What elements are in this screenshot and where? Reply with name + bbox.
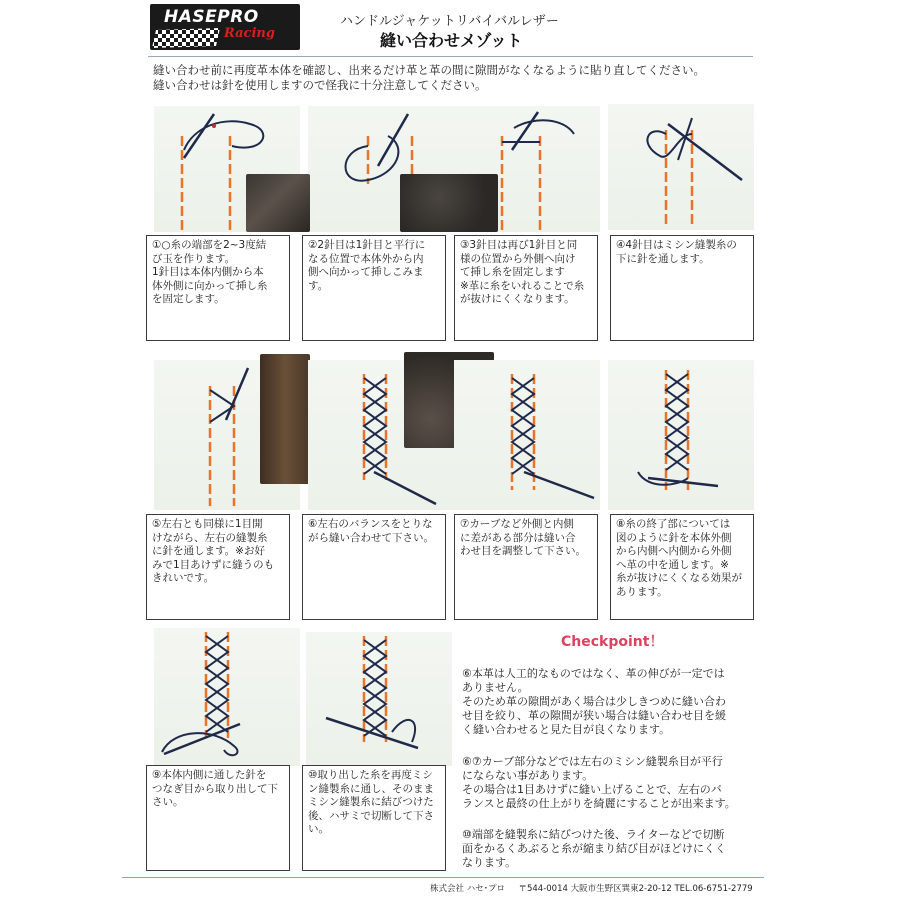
step-7-description <box>454 514 598 620</box>
checkpoint-line: ⑩端部を縫製糸に結びつけた後、ライターなどで切断 <box>462 828 725 841</box>
step-10-description <box>302 765 446 871</box>
step-line: ⑨本体内側に通した針を <box>152 769 267 781</box>
step-6-description <box>302 514 446 620</box>
step-line: ⑤左右とも同様に1目開 <box>152 518 263 530</box>
step-line: ⑥左右のバランスをとりな <box>308 518 433 530</box>
step-line: さい。 <box>152 796 184 808</box>
step-line: 後、ハサミで切断して下さ <box>308 809 434 822</box>
checkpoint-line: その場合は1目あけずに縫い上げることで、左右のバ <box>462 783 722 796</box>
step-line: ①○糸の端部を2~3度結 <box>152 239 267 251</box>
step-line: ⑧糸の終了部については <box>616 518 731 530</box>
step-line: きれいです。 <box>152 572 215 584</box>
step-line: ②2針目は1針目と平行に <box>308 239 426 251</box>
checkpoint-line: ⑥⑦カーブ部分などでは左右のミシン縫製糸目が平行 <box>462 755 723 768</box>
step-line: 側へ向かって挿しこみま <box>308 266 424 278</box>
step-line: 様の位置から外側へ向け <box>460 252 576 265</box>
step-line: 体外側に向かって挿し糸 <box>152 279 268 292</box>
step-line: 下に針を通します。 <box>616 252 710 265</box>
checkpoint-line: ランスと最終の仕上がりを綺麗にすることが出来ます。 <box>462 797 736 810</box>
step-line: みで1目あけずに縫うのも <box>152 558 275 571</box>
step-line: 1針目は本体内側から本 <box>152 266 264 278</box>
checkpoint-note-1 <box>462 667 762 737</box>
document-subtitle: ハンドルジャケットリバイバルレザー <box>340 14 559 29</box>
step-4-description <box>610 235 754 341</box>
checkpoint-line: ⑥本革は人工的なものではなく、革の伸びが一定では <box>462 667 725 680</box>
step-4-illustration <box>608 104 754 230</box>
footer-info <box>430 882 753 894</box>
step-line: 糸が抜けにくくなる効果が <box>616 572 742 584</box>
step-line: なる位置で本体外から内 <box>308 252 424 265</box>
step-9-description <box>146 765 290 871</box>
step-line: が抜けにくくなります。 <box>460 293 575 305</box>
checkpoint-line: 面をかるくあぶると糸が縮まり結び目がほどけにくく <box>462 842 726 855</box>
step-9-illustration <box>154 628 300 766</box>
step-8-description <box>610 514 754 620</box>
document-title: 縫い合わせメゾット <box>380 31 523 50</box>
checkpoint-note-3 <box>462 828 762 870</box>
checkpoint-note-2 <box>462 755 762 811</box>
step-10-illustration <box>306 632 452 766</box>
checkpoint-line: く縫い合わせると見た目が良くなります。 <box>462 723 671 736</box>
checkpoint-title: Checkpoint！ <box>561 634 664 650</box>
intro-text <box>153 63 773 93</box>
footer-address: 〒544-0014 大阪市生野区巽東2-20-12 TEL.06-6751-2779 <box>518 884 753 894</box>
footer-company: 株式会社 ハセ･プロ <box>430 884 505 894</box>
header-divider <box>148 56 753 57</box>
intro-line: 縫い合わせは針を使用しますので怪我に十分注意してください。 <box>153 78 487 92</box>
hasepro-logo <box>150 4 300 50</box>
footer-divider <box>122 877 764 878</box>
logo-sub-text: Racing <box>224 26 275 41</box>
step-line: わせ目を調整して下さい。 <box>460 545 586 557</box>
step-5-description <box>146 514 290 620</box>
step-line: て挿し糸を固定します <box>460 266 565 278</box>
step-7-illustration <box>454 360 600 510</box>
step-line: を固定します。 <box>152 293 225 305</box>
step-line: に針を通します。※お好 <box>152 545 265 557</box>
step-line: あります。 <box>616 585 668 598</box>
checkpoint-line: そのため革の隙間があく場合は少しきつめに縫い合わ <box>462 695 726 708</box>
step-line: ン縫製糸に通し、そのまま <box>308 782 434 795</box>
leather-photo-1 <box>246 174 310 232</box>
step-line: から内側へ内側から外側 <box>616 545 732 557</box>
stitching-photo-1 <box>260 354 310 484</box>
checkpoint-line: ありません。 <box>462 681 529 694</box>
step-2-description <box>302 235 446 341</box>
step-line: ※革に糸をいれることで糸 <box>460 279 585 292</box>
intro-line: 縫い合わせ前に再度革本体を確認し、出来るだけ革と革の間に隙間がなくなるように貼り直してください。 <box>153 63 705 77</box>
leather-photo-2 <box>400 174 498 232</box>
checkpoint-line: なります。 <box>462 856 517 869</box>
checkpoint-line: にならない事があります。 <box>462 769 594 782</box>
step-line: がら縫い合わせて下さい。 <box>308 531 434 544</box>
step-line: けながら、左右の縫製糸 <box>152 531 268 544</box>
step-line: び玉を作ります。 <box>152 252 236 265</box>
step-line: ④4針目はミシン縫製糸の <box>616 239 737 251</box>
step-line: つなぎ目から取り出して下 <box>152 782 278 795</box>
step-8-illustration <box>608 360 754 510</box>
step-line: ⑦カーブなど外側と内側 <box>460 518 574 530</box>
step-line: ⑩取り出した糸を再度ミシ <box>308 769 433 781</box>
step-line: ③3針目は再び1針目と同 <box>460 239 578 251</box>
step-1-description <box>146 235 290 341</box>
step-line: す。 <box>308 279 329 292</box>
step-line: に差がある部分は縫い合 <box>460 531 576 544</box>
step-line: い。 <box>308 823 329 835</box>
step-line: 図のように針を本体外側 <box>616 531 732 544</box>
step-3-description <box>454 235 598 341</box>
step-line: へ革の中を通します。※ <box>616 558 729 571</box>
logo-main-text: HASEPRO <box>164 7 259 27</box>
step-line: ミシン縫製糸に結びつけた <box>308 796 434 808</box>
checkpoint-line: せ目を絞り、革の隙間が狭い場合は縫い合わせ目を緩 <box>462 709 726 722</box>
